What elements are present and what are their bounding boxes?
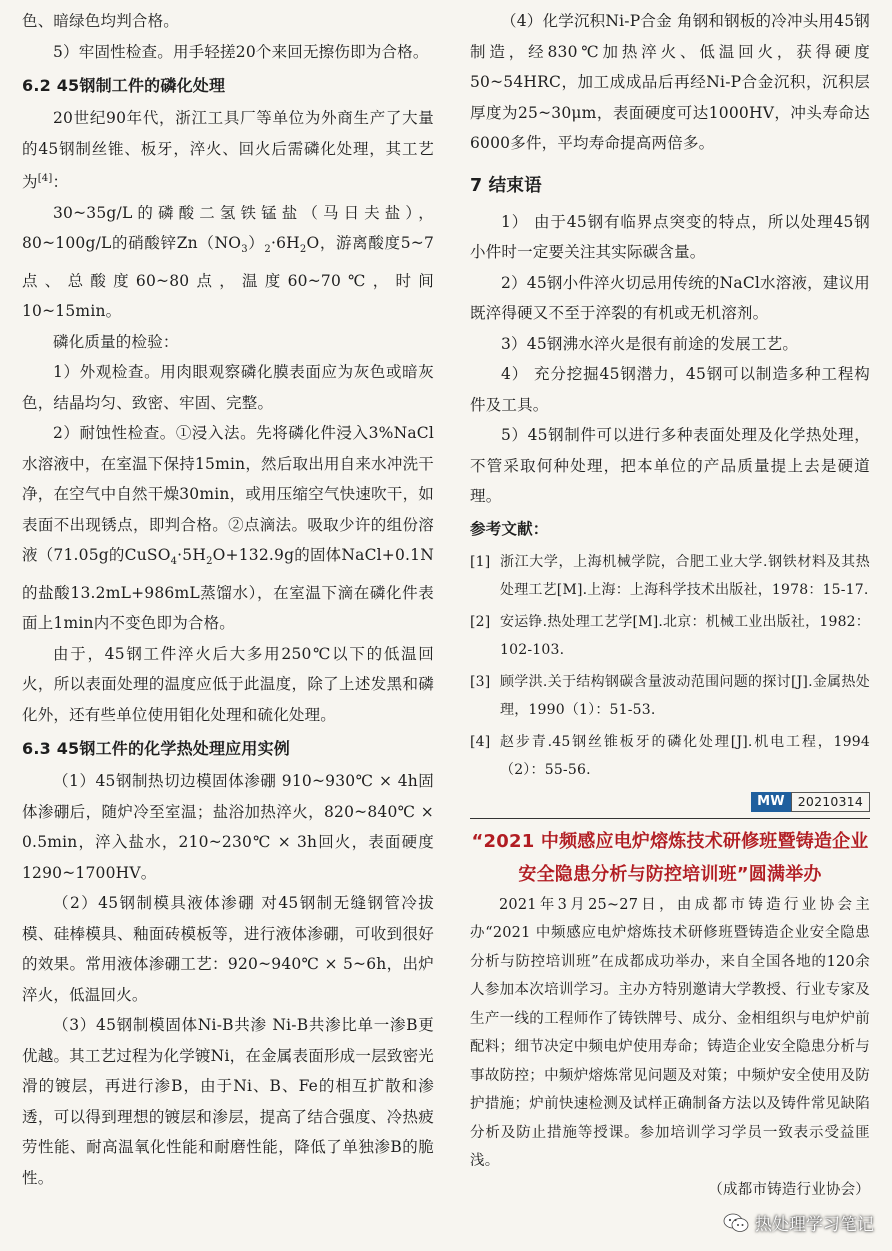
reference-item: [4] 赵步青.45钢丝锥板牙的磷化处理[J].机电工程，1994（2）：55-56. bbox=[470, 733, 870, 778]
left-column bbox=[22, 6, 434, 1193]
reference-item: [3] 顾学洪.关于结构钢碳含量波动范围问题的探讨[J].金属热处理，1990（1）：51-53. bbox=[470, 673, 870, 718]
news-title: “2021 中频感应电炉熔炼技术研修班暨铸造企业安全隐患分析与防控培训班”圆满举办 bbox=[471, 830, 869, 885]
divider bbox=[470, 818, 870, 819]
section-heading-6-3: 6.3 45钢工件的化学热处理应用实例 bbox=[22, 739, 290, 759]
paragraph: 5）45钢制件可以进行多种表面处理及化学热处理，不管采取何种处理，把本单位的产品质量提上去是硬道理。 bbox=[470, 426, 870, 505]
right-column bbox=[470, 6, 870, 1204]
watermark bbox=[723, 1210, 874, 1235]
paragraph: 1）外观检查。用肉眼观察磷化膜表面应为灰色或暗灰色，结晶均匀、致密、牢固、完整。 bbox=[22, 363, 434, 412]
watermark-text: 热处理学习笔记 bbox=[755, 1215, 874, 1235]
paragraph: 2）45钢小件淬火切忌用传统的NaCl水溶液，建议用既淬得硬又不至于淬裂的有机或无机溶剂。 bbox=[470, 273, 870, 322]
mw-date: 20210314 bbox=[791, 792, 870, 812]
news-block bbox=[470, 891, 870, 1205]
section-heading-7: 7 结束语 bbox=[470, 175, 542, 196]
paragraph: 磷化质量的检验： bbox=[53, 332, 179, 351]
paragraph: （1）45钢制热切边模固体渗硼 910~930℃ × 4h固体渗硼后，随炉冷至室温；盐浴加热淬火，820~840℃ × 0.5min，淬入盐水，210~230℃ × 3h回火，表面硬度1290~1700HV。 bbox=[22, 772, 434, 882]
paragraph: 2）耐蚀性检查。①浸入法。先将磷化件浸入3%NaCl水溶液中，在室温下保持15min，然后取出用自来水冲洗干净，在空气中自然干燥30min，或用压缩空气快速吹干，如表面不出现锈点，即判合格。②点滴法。吸取少许的组份溶液（71.05g的$CuSO_4\cdot 5H_2O+132.9g$的固体NaCl+0.1N的盐酸13.2mL+986mL蒸馏水），在室温下滴在磷化件表面上1min内不变色即为合格。 bbox=[22, 424, 434, 633]
paragraph: 20世纪90年代，浙江工具厂等单位为外商生产了大量的45钢制丝锥、板牙，淬火、回火后需磷化处理，其工艺为[4]： bbox=[22, 109, 434, 192]
paragraph: （4）化学沉积Ni-P合金 角钢和钢板的冷冲头用45钢制造，经830℃加热淬火、低温回火，获得硬度50~54HRC，加工成成品后再经Ni-P合金沉积，沉积层厚度为25~30μm，表面硬度可达1000HV，冲头寿命达6000多件，平均寿命提高两倍多。 bbox=[470, 12, 870, 152]
paragraph: 30~35g/L的磷酸二氢铁锰盐（马日夫盐），80~100g/L的硝酸锌$Zn(NO_3)_2\cdot 6H_2O$，游离酸度5~7点、总酸度60~80点，温度60~70℃，时间10~15min。 bbox=[22, 203, 435, 321]
reference-item: [2] 安运铮.热处理工艺学[M].北京：机械工业出版社，1982：102-103. bbox=[470, 613, 870, 658]
paragraph: 1） 由于45钢有临界点突变的特点，所以处理45钢小件时一定要关注其实际碳含量。 bbox=[470, 212, 870, 261]
wechat-icon bbox=[723, 1213, 749, 1233]
paragraph: （2）45钢制模具液体渗硼 对45钢制无缝钢管冷拔模、硅棒模具、釉面砖模板等，进行液体渗硼，可收到很好的效果。常用液体渗硼工艺：920~940℃ × 5~6h，出炉淬火，低温回火。 bbox=[22, 894, 434, 1004]
mw-tag bbox=[470, 792, 870, 812]
section-heading-6-2: 6.2 45钢制工件的磷化处理 bbox=[22, 76, 226, 95]
paragraph: 4） 充分挖掘45钢潜力，45钢可以制造多种工程构件及工具。 bbox=[470, 365, 870, 414]
paragraph: 由于，45钢工件淬火后大多用250℃以下的低温回火，所以表面处理的温度应低于此温度，除了上述发黑和磷化外，还有些单位使用钼化处理和硫化处理。 bbox=[22, 644, 434, 724]
paragraph: 3）45钢沸水淬火是很有前途的发展工艺。 bbox=[501, 334, 799, 353]
mw-logo: MW bbox=[751, 792, 791, 812]
paragraph: 5）牢固性检查。用手轻搓20个来回无擦伤即为合格。 bbox=[53, 42, 429, 61]
paragraph: （3）45钢制模固体Ni-B共渗 Ni-B共渗比单一渗B更优越。其工艺过程为化学镀Ni，在金属表面形成一层致密光滑的镀层，再进行渗B，由于Ni、B、Fe的相互扩散和渗透，可以得到理想的镀层和渗层，提高了结合强度、冷热疲劳性能、耐高温氧化性能和耐磨性能，降低了单独渗B的脆性。 bbox=[22, 1016, 434, 1187]
references-heading: 参考文献： bbox=[470, 519, 549, 538]
paragraph: 色、暗绿色均判合格。 bbox=[22, 12, 180, 30]
reference-item: [1] 浙江大学，上海机械学院，合肥工业大学.钢铁材料及其热处理工艺[M].上海：上海科学技术出版社，1978：15-17. bbox=[470, 553, 870, 598]
citation: [4] bbox=[37, 173, 53, 184]
news-body: 2021年3月25~27日，由成都市铸造行业协会主办“2021 中频感应电炉熔炼技术研修班暨铸造企业安全隐患分析与防控培训班”在成都成功举办，来自全国各地的120余人参加本次培训学习。主办方特别邀请大学教授、行业专家及生产一线的工程师作了铸铁牌号、成分、金相组织与电炉炉前配料；细节决定中频电炉使用寿命；铸造企业安全隐患分析与事故防控；中频炉熔炼常见问题及对策；中频炉安全使用及防护措施；炉前快速检测及试样正确制备方法以及铸件常见缺陷分析及防止措施等授课。参加培训学习学员一致表示受益匪浅。 bbox=[470, 896, 870, 1169]
news-signature: （成都市铸造行业协会） bbox=[708, 1181, 870, 1198]
